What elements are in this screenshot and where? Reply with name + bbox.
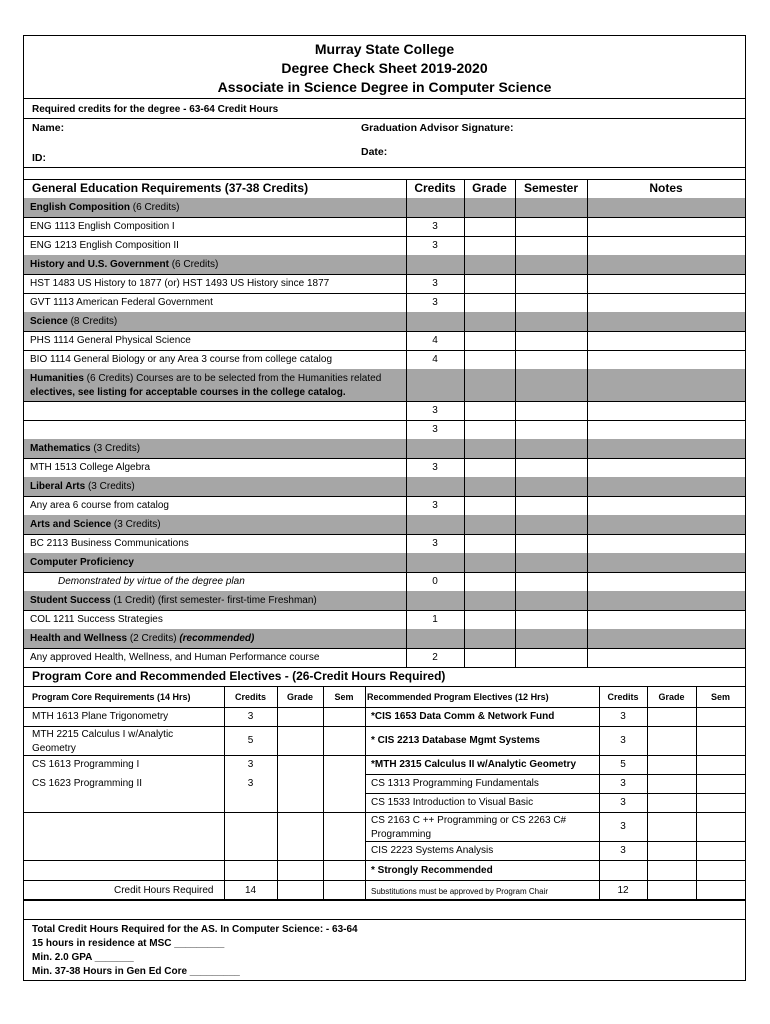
category-label: English Composition (6 Credits) bbox=[30, 202, 180, 213]
core-credits: 5 bbox=[247, 735, 254, 746]
elective-course: CS 1313 Programming Fundamentals bbox=[371, 778, 539, 789]
degree-check-sheet bbox=[23, 35, 746, 981]
category-note: electives, see listing for acceptable courses in the college catalog. bbox=[30, 387, 346, 398]
name-label: Name: bbox=[32, 122, 65, 134]
gen-ed-heading: General Education Requirements (37-38 Credits) bbox=[32, 181, 309, 195]
core-total-label: Credit Hours Required bbox=[114, 885, 214, 896]
course-credits: 4 bbox=[432, 335, 438, 346]
col-semester: Semester bbox=[523, 181, 579, 195]
course-name: Any area 6 course from catalog bbox=[30, 500, 169, 511]
elective-col-sem: Sem bbox=[710, 692, 730, 702]
elective-course: CS 2163 C ++ Programming or CS 2263 C# bbox=[371, 815, 567, 826]
course-name: BC 2113 Business Communications bbox=[30, 538, 189, 549]
category-label: Mathematics (3 Credits) bbox=[30, 443, 141, 454]
core-course: MTH 2215 Calculus I w/Analytic bbox=[32, 729, 174, 740]
category-label: Student Success (1 Credit) (first semester- first-time Freshman) bbox=[30, 595, 317, 606]
course-credits: 3 bbox=[432, 221, 438, 232]
col-grade: Grade bbox=[472, 181, 507, 195]
degree-title: Associate in Science Degree in Computer Science bbox=[217, 79, 552, 95]
core-col-grade: Grade bbox=[286, 692, 313, 702]
core-header: Program Core Requirements (14 Hrs) bbox=[32, 692, 191, 702]
elective-course-cont: Programming bbox=[371, 829, 432, 840]
elective-course: * CIS 2213 Database Mgmt Systems bbox=[371, 735, 540, 746]
category-row bbox=[24, 312, 745, 331]
category-label: Science (8 Credits) bbox=[30, 316, 118, 327]
elective-course: CIS 2223 Systems Analysis bbox=[371, 845, 494, 856]
advisor-signature-label: Graduation Advisor Signature: bbox=[361, 122, 514, 134]
id-label: ID: bbox=[32, 152, 46, 164]
category-label: Liberal Arts (3 Credits) bbox=[30, 481, 135, 492]
elective-credits: 3 bbox=[620, 797, 626, 808]
course-credits: 3 bbox=[432, 405, 438, 416]
core-course-cont: Geometry bbox=[32, 743, 76, 754]
course-credits: 3 bbox=[432, 240, 438, 251]
elective-col-grade: Grade bbox=[658, 692, 685, 702]
sheet-title: Degree Check Sheet 2019-2020 bbox=[281, 60, 488, 76]
elective-credits: 3 bbox=[620, 845, 626, 856]
core-total: 14 bbox=[244, 885, 257, 896]
elective-credits: 3 bbox=[620, 711, 626, 722]
elective-credits: 3 bbox=[620, 821, 626, 832]
substitutions-note: Substitutions must be approved by Program Chair bbox=[371, 887, 548, 896]
elective-col-credits: Credits bbox=[607, 692, 639, 702]
col-credits: Credits bbox=[414, 181, 456, 195]
elective-credits: 5 bbox=[620, 759, 626, 770]
course-credits: 3 bbox=[432, 500, 438, 511]
category-label: Humanities (6 Credits) Courses are to be selected from the Humanities related bbox=[30, 373, 382, 384]
electives-total: 12 bbox=[617, 885, 629, 896]
course-credits: 3 bbox=[432, 462, 438, 473]
category-label: Health and Wellness (2 Credits) (recommended) bbox=[30, 633, 255, 644]
electives-header: Recommended Program Electives (12 Hrs) bbox=[367, 692, 549, 702]
course-name: ENG 1113 English Composition I bbox=[30, 221, 175, 232]
core-col-credits: Credits bbox=[234, 692, 266, 702]
core-credits: 3 bbox=[247, 759, 254, 770]
course-name: PHS 1114 General Physical Science bbox=[30, 335, 191, 346]
course-credits: 3 bbox=[432, 538, 438, 549]
course-credits: 3 bbox=[432, 424, 438, 435]
course-name: GVT 1113 American Federal Government bbox=[30, 297, 213, 308]
course-credits: 4 bbox=[432, 354, 438, 365]
course-name: MTH 1513 College Algebra bbox=[30, 462, 151, 473]
total-credit-hours: Total Credit Hours Required for the AS. In Computer Science: - 63-64 bbox=[32, 924, 358, 935]
course-credits: 3 bbox=[432, 278, 438, 289]
course-name: Any approved Health, Wellness, and Human Performance course bbox=[30, 652, 320, 663]
category-label: Computer Proficiency bbox=[30, 557, 134, 568]
course-name: Demonstrated by virtue of the degree plan bbox=[58, 576, 245, 587]
course-name: BIO 1114 General Biology or any Area 3 course from college catalog bbox=[30, 354, 333, 365]
residence-hours: 15 hours in residence at MSC _________ bbox=[32, 938, 225, 949]
elective-course: CS 1533 Introduction to Visual Basic bbox=[371, 797, 534, 808]
core-course: CS 1613 Programming I bbox=[32, 759, 140, 770]
category-label: History and U.S. Government (6 Credits) bbox=[30, 259, 219, 270]
course-name: ENG 1213 English Composition II bbox=[30, 240, 179, 251]
elective-credits: 3 bbox=[620, 735, 626, 746]
course-name: HST 1483 US History to 1877 (or) HST 1493 US History since 1877 bbox=[30, 278, 330, 289]
min-gpa: Min. 2.0 GPA _______ bbox=[32, 952, 134, 963]
elective-course: *CIS 1653 Data Comm & Network Fund bbox=[371, 711, 555, 722]
date-label: Date: bbox=[361, 146, 388, 158]
course-credits: 1 bbox=[432, 614, 438, 625]
strongly-recommended-note: * Strongly Recommended bbox=[371, 865, 493, 876]
category-label: Arts and Science (3 Credits) bbox=[30, 519, 161, 530]
min-gen-ed-hours: Min. 37-38 Hours in Gen Ed Core _________ bbox=[32, 966, 240, 977]
course-credits: 3 bbox=[432, 297, 438, 308]
required-credits: Required credits for the degree - 63-64 Credit Hours bbox=[32, 104, 279, 115]
program-heading: Program Core and Recommended Electives - (26-Credit Hours Required) bbox=[32, 669, 446, 683]
core-col-sem: Sem bbox=[334, 692, 354, 702]
core-credits: 3 bbox=[247, 778, 254, 789]
core-credits: 3 bbox=[247, 711, 254, 722]
core-course: CS 1623 Programming II bbox=[32, 778, 143, 789]
core-course: MTH 1613 Plane Trigonometry bbox=[32, 711, 169, 722]
elective-course: *MTH 2315 Calculus II w/Analytic Geometry bbox=[371, 759, 577, 770]
elective-credits: 3 bbox=[620, 778, 626, 789]
college-name: Murray State College bbox=[314, 41, 455, 57]
course-name: COL 1211 Success Strategies bbox=[30, 614, 163, 625]
course-credits: 0 bbox=[432, 576, 438, 587]
course-credits: 2 bbox=[432, 652, 438, 663]
col-notes: Notes bbox=[649, 181, 683, 195]
